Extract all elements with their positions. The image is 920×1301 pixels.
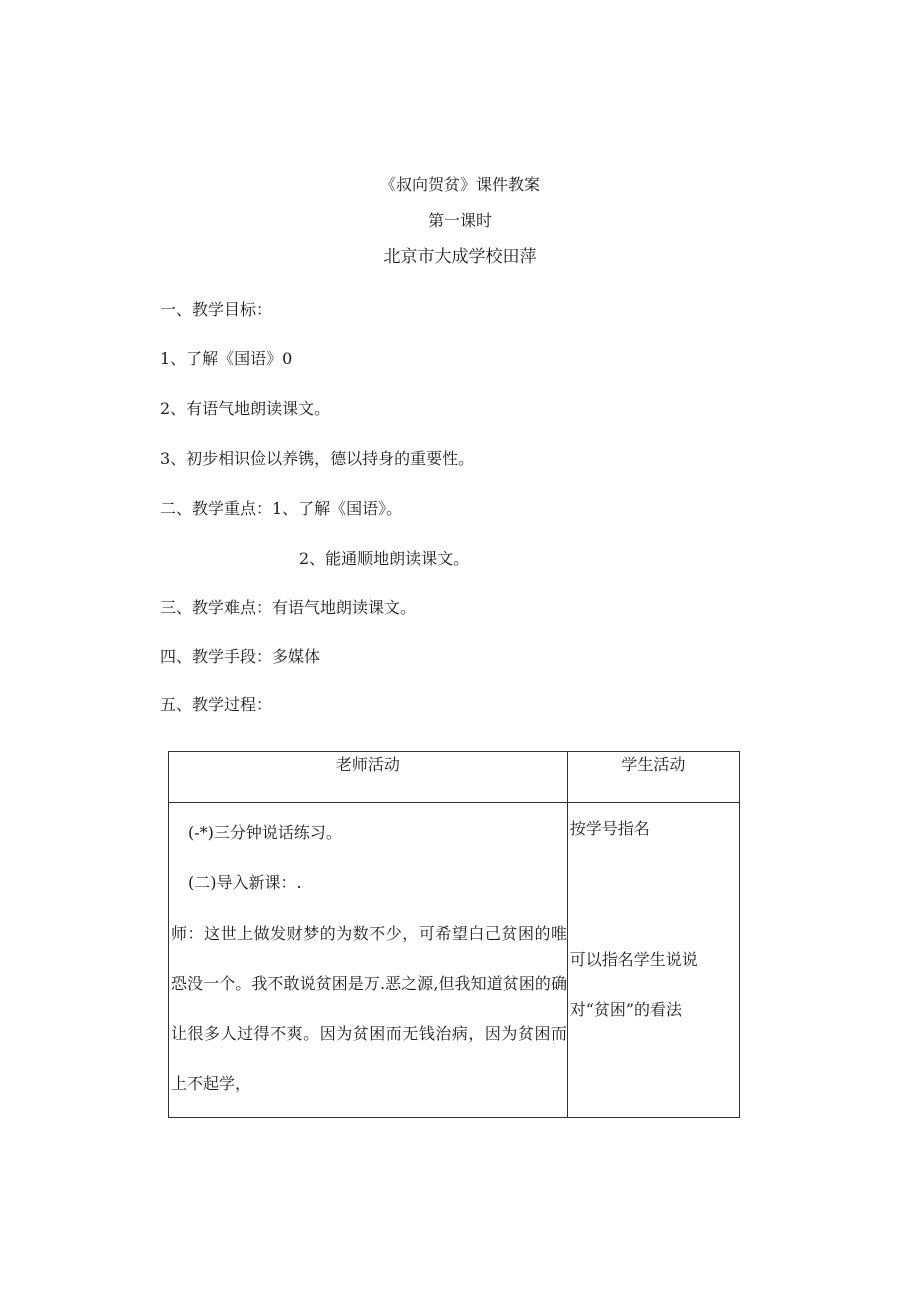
- teacher-activity-cell: [169, 803, 568, 1118]
- document-title: 《叔向贺贫》课件教案: [379, 175, 540, 194]
- process-table: [168, 751, 740, 1118]
- process-heading: 五、教学过程：: [160, 695, 273, 714]
- teacher-activity-header: 老师活动: [169, 752, 568, 803]
- teacher-paragraph: 师：这世上做发财梦的为数不少，可希望白己贫困的唯恐没一个。我不敢说贫困是万.恶之源,但我知道贫困的确让很多人过得不爽。因为贫困而无钱治病，因为贫困而上不起学，: [171, 924, 567, 1093]
- objective-item-3: 3、初步相识俭以养镌，德以持身的重要性。: [160, 449, 475, 468]
- means-line: 四、教学手段：多媒体: [160, 647, 321, 666]
- objectives-heading: 一、教学目标：: [160, 300, 273, 319]
- objective-item-1: 1、了解《国语》0: [160, 349, 293, 368]
- focus-line-2: 2、能通顺地朗读课文。: [299, 549, 470, 568]
- student-activity-header: 学生活动: [567, 752, 739, 803]
- table-header-row: [169, 752, 740, 803]
- teacher-item-1: (-*)三分钟说话练习。: [188, 823, 342, 842]
- document-subtitle: 第一课时: [427, 211, 492, 230]
- objective-item-2: 2、有语气地朗读课文。: [160, 399, 331, 418]
- difficulty-line: 三、教学难点：有语气地朗读课文。: [160, 598, 417, 617]
- table-row: [169, 803, 740, 1118]
- student-activity-cell: [567, 803, 739, 1118]
- student-paragraph: 可以指名学生说说对“贫困”的看法: [569, 950, 698, 1019]
- focus-line-1: 二、教学重点：1、了解《国语》。: [160, 499, 403, 518]
- student-item-1: 按学号指名: [569, 819, 650, 838]
- document-author: 北京市大成学校田萍: [383, 247, 537, 267]
- teacher-item-2: (二)导入新课：.: [188, 873, 302, 892]
